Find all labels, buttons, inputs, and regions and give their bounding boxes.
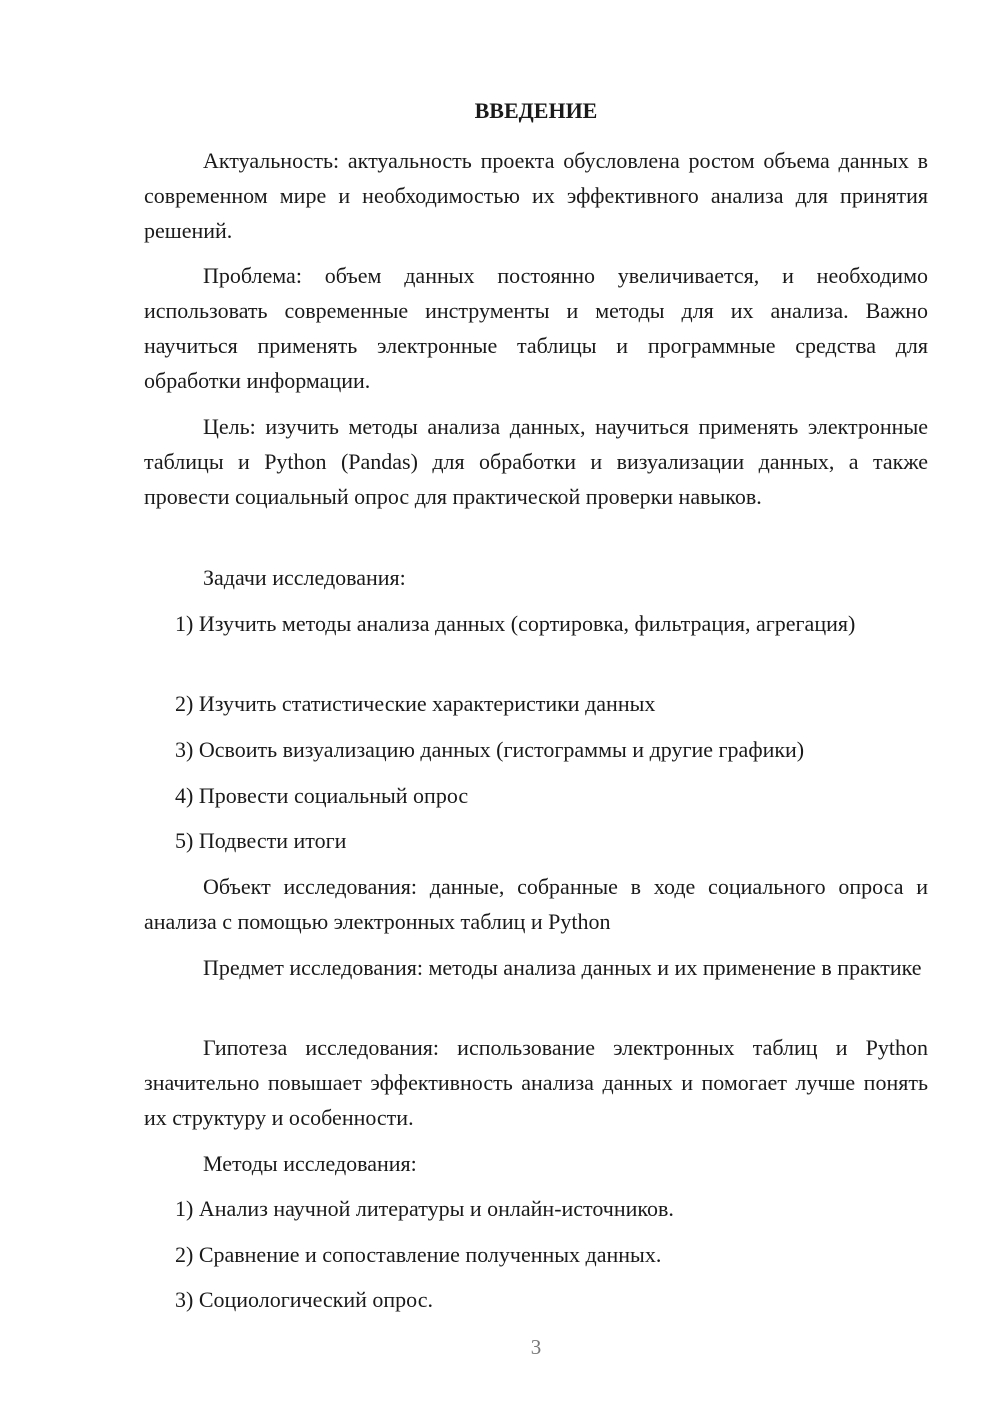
subject-paragraph: Предмет исследования: методы анализа данных и их применение в практике — [203, 955, 922, 980]
task-item: 5) Подвести итоги — [175, 828, 347, 853]
page-number: 3 — [530, 1335, 542, 1359]
goal-paragraph: Цель: изучить методы анализа данных, научиться применять электронные таблицы и Python (Pandas) для обработки и визуализации данных, а также провести социальный опрос для практической проверки навыков. — [144, 414, 928, 509]
method-item: 1) Анализ научной литературы и онлайн-источников. — [175, 1196, 674, 1221]
problem-paragraph: Проблема: объем данных постоянно увеличивается, и необходимо использовать современные инструменты и методы для их анализа. Важно научиться применять электронные таблицы и программные средства для обработки информации. — [144, 263, 928, 393]
relevance-paragraph: Актуальность: актуальность проекта обусловлена ростом объема данных в современном мире и необходимостью их эффективного анализа для принятия решений. — [144, 148, 928, 243]
task-item: 2) Изучить статистические характеристики данных — [175, 691, 656, 716]
document-page — [144, 0, 928, 1414]
tasks-heading: Задачи исследования: — [203, 565, 406, 590]
method-item: 3) Социологический опрос. — [175, 1287, 433, 1312]
hypothesis-paragraph: Гипотеза исследования: использование электронных таблиц и Python значительно повышает эффективность анализа данных и помогает лучше понять их структуру и особенности. — [144, 1035, 928, 1130]
task-item: 4) Провести социальный опрос — [175, 783, 469, 808]
task-item: 1) Изучить методы анализа данных (сортировка, фильтрация, агрегация) — [175, 611, 856, 636]
method-item: 2) Сравнение и сопоставление полученных данных. — [175, 1242, 662, 1267]
task-item: 3) Освоить визуализацию данных (гистограммы и другие графики) — [175, 737, 805, 762]
object-paragraph: Объект исследования: данные, собранные в ходе социального опроса и анализа с помощью электронных таблиц и Python — [144, 874, 928, 934]
section-title: ВВЕДЕНИЕ — [474, 98, 598, 123]
methods-heading: Методы исследования: — [203, 1151, 417, 1176]
